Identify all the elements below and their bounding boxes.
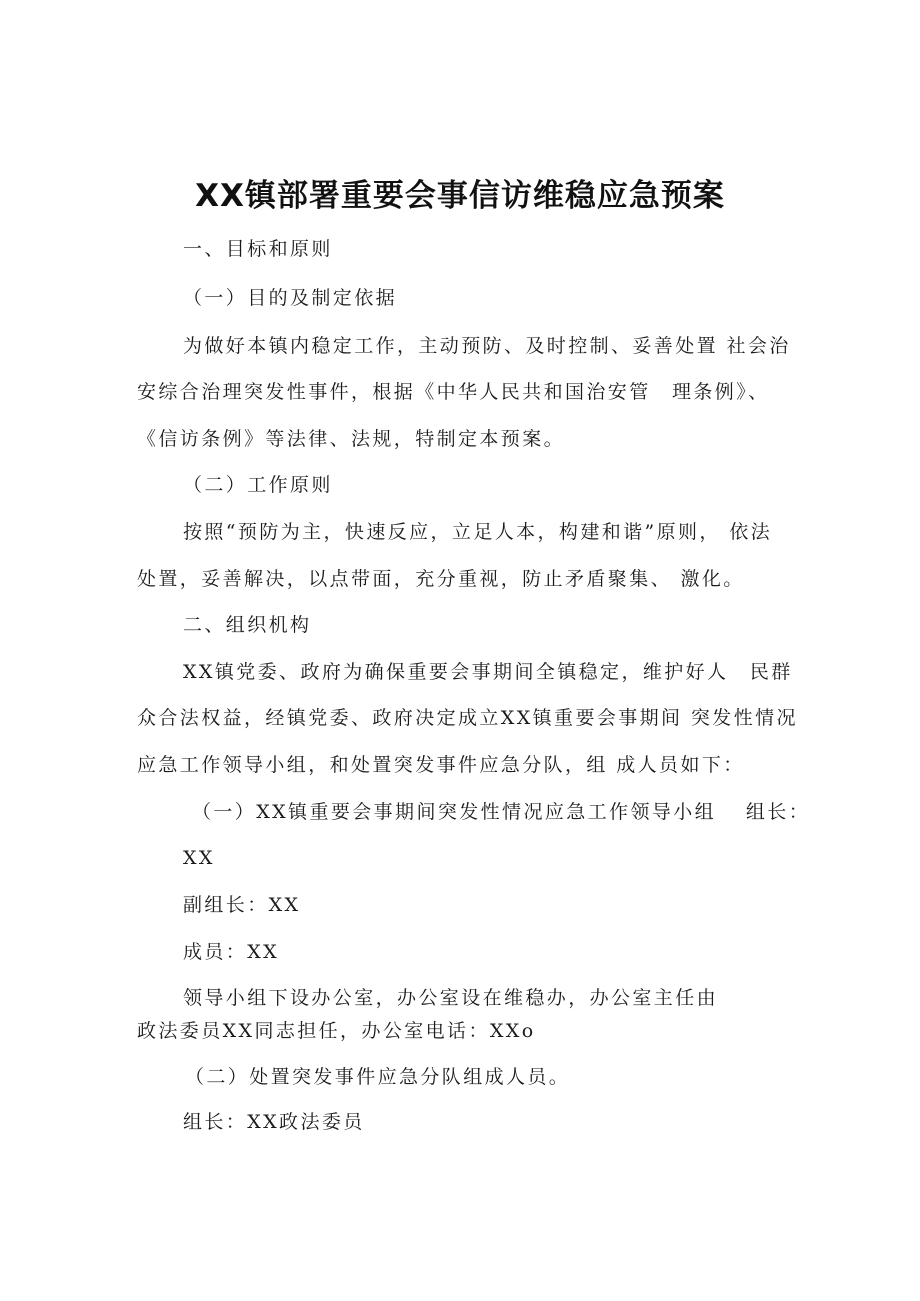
paragraph-line: 政法委员XX同志担任，办公室电话：XXo bbox=[137, 1020, 536, 1042]
paragraph-line: XX镇党委、政府为确保重要会事期间全镇稳定，维护好人 民群 bbox=[183, 661, 793, 683]
document-title: XX镇部署重要会事信访维稳应急预案 bbox=[195, 178, 725, 214]
subsection-heading-2-1: （一）XX镇重要会事期间突发性情况应急工作领导小组 组长： bbox=[192, 801, 811, 823]
members: 成员：XX bbox=[183, 941, 280, 963]
paragraph-line: 《信访条例》等法律、法规，特制定本预案。 bbox=[137, 428, 566, 450]
section-heading-2: 二、组织机构 bbox=[183, 614, 312, 636]
leader-name: XX bbox=[183, 847, 215, 869]
subsection-heading-2-2: （二）处置突发事件应急分队组成人员。 bbox=[185, 1066, 571, 1088]
paragraph-line: 处置，妥善解决，以点带面，充分重视，防止矛盾聚集、 激化。 bbox=[137, 568, 745, 590]
paragraph-line: 众合法权益，经镇党委、政府决定成立XX镇重要会事期间 突发性情况 bbox=[137, 707, 798, 729]
subsection-heading-1-1: （一）目的及制定依据 bbox=[183, 287, 398, 309]
paragraph-line: 应急工作领导小组，和处置突发事件应急分队，组 成人员如下： bbox=[137, 754, 745, 776]
paragraph-line: 为做好本镇内稳定工作，主动预防、及时控制、妥善处置 社会治 bbox=[183, 335, 791, 357]
paragraph-line: 安综合治理突发性事件，根据《中华人民共和国治安管 理条例》、 bbox=[137, 381, 770, 403]
deputy-leader: 副组长：XX bbox=[183, 894, 301, 916]
subsection-heading-1-2: （二）工作原则 bbox=[183, 474, 333, 496]
paragraph-line: 领导小组下设办公室，办公室设在维稳办，办公室主任由 bbox=[183, 987, 719, 1009]
team-leader: 组长：XX政法委员 bbox=[183, 1111, 365, 1133]
paragraph-line: 按照“预防为主，快速反应，立足人本，构建和谐”原则， 依法 bbox=[183, 521, 773, 543]
section-heading-1: 一、目标和原则 bbox=[183, 238, 333, 260]
